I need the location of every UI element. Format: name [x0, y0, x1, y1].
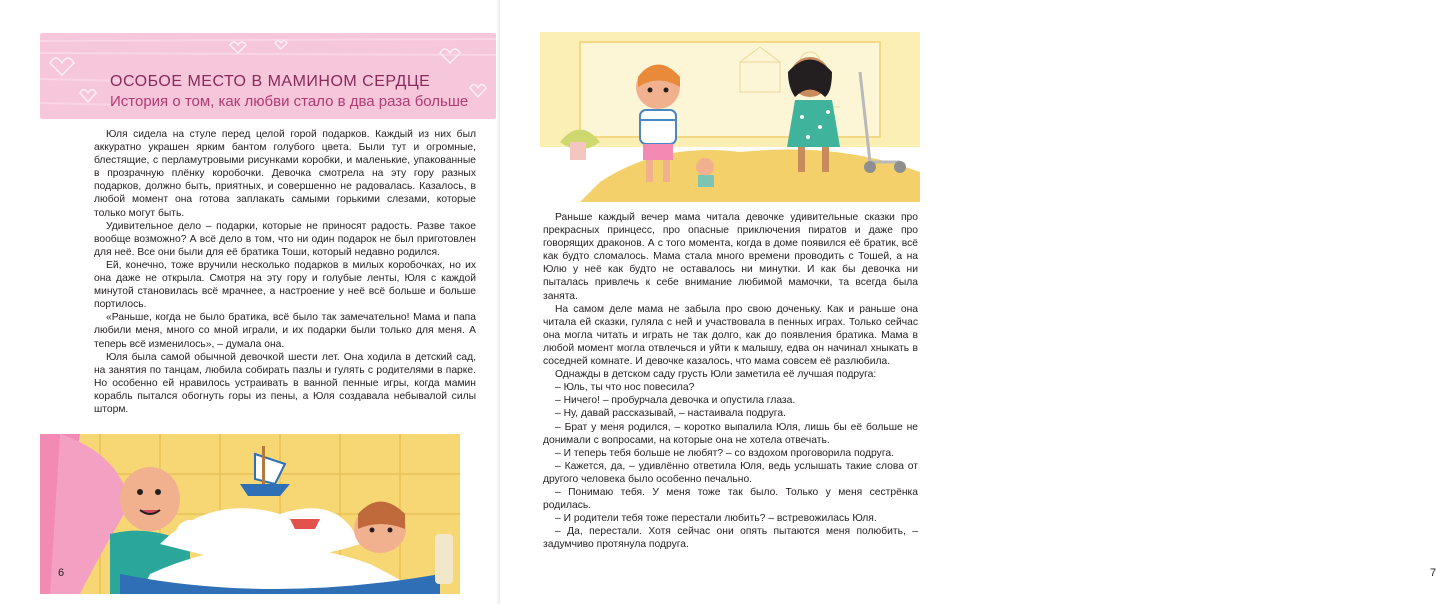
dialogue-line: – И родители тебя тоже перестали любить? – встревожилась Юля. [555, 513, 877, 525]
left-page [0, 0, 500, 604]
dialogue-line: – Да, перестали. Хотя сейчас они опять пытаются меня полюбить, – задумчиво протянула подруга. [543, 526, 918, 551]
story-subtitle: История о том, как любви стало в два раза больше [110, 93, 469, 110]
paragraph: Юля была самой обычной девочкой шести лет. Она ходила в детский сад, на занятия по танцам, любила собирать пазлы и гулять с родителями в парке. Но особенно ей нравилось устраивать в ванной пенные игры, когда мамин корабль пытался обогнуть горы из пены, а Юля создавала небывалой силы шторм. [94, 351, 476, 415]
paragraph: На самом деле мама не забыла про свою доченьку. Как и раньше она читала ей сказки, гуляла с ней и участвовала в пенных играх. Только сейчас она могла читать и играть не так долго, как до появления братика. Мама в любой момент могла отвлечься и уйти к малышу, едва он начинал хныкать в соседней комнате. И девочке казалось, что мама совсем её разлюбила. [543, 303, 918, 368]
dialogue-line: – Юль, ты что нос повесила? [555, 382, 695, 394]
dialogue-line: – Ничего! – пробурчала девочка и опустила глаза. [555, 395, 796, 407]
kids-illustration [540, 32, 920, 202]
paragraph: «Раньше, когда не было братика, всё было так замечательно! Мама и папа любили меня, много со мной играли, и их подарки были только для меня. А теперь всё изменилось», – думала она. [94, 312, 476, 350]
page-number: 7 [1430, 567, 1436, 579]
paragraph: Однажды в детском саду грусть Юли заметила её лучшая подруга: [555, 369, 877, 381]
dialogue-line: – И теперь тебя больше не любят? – со вздохом проговорила подруга. [555, 447, 894, 459]
paragraph: Ей, конечно, тоже вручили несколько подарков в милых коробочках, но их она даже не открыла. Смотря на эту гору и голубые ленты, Юля с каждой минутой становилась всё мрачнее, а настроение у неё всё больше и больше портилось. [94, 259, 476, 311]
dialogue-line: – Кажется, да, – удивлённо ответила Юля, ведь услышать такие слова от другого человека было особенно печально. [543, 460, 918, 485]
dialogue-line: – Брат у меня родился, – коротко выпалила Юля, лишь бы её больше не донимали с вопросами, на которые она не хотела отвечать. [543, 421, 918, 446]
right-page-text [543, 211, 918, 551]
dialogue-line: – Ну, давай рассказывай, – настаивала подруга. [555, 408, 786, 420]
page-number: 6 [58, 567, 65, 579]
paragraph: Юля сидела на стуле перед целой горой подарков. Каждый из них был аккуратно украшен ярким бантом голубого цвета. Были тут и огромные, блестящие, с перламутровыми рисунками коробки, и маленькие, упакованные в прозрачную плёнку коробочки. Девочка смотрела на эту гору разных подарков, должно быть, приятных, и совершенно не радовалась. Казалось, в любой момент она готова заплакать самыми горькими слезами, которые только могут быть. [94, 129, 476, 219]
bath-illustration [40, 434, 460, 594]
story-title: ОСОБОЕ МЕСТО В МАМИНОМ СЕРДЦЕ [110, 73, 431, 90]
paragraph: Удивительное дело – подарки, которые не приносят радость. Разве такое вообще возможно? А всё дело в том, что ни один подарок не был приготовлен для неё. Все они были для её братика Тоши, который недавно родился. [94, 220, 476, 258]
dialogue-line: – Понимаю тебя. У меня тоже так было. Только у меня сестрёнка родилась. [543, 486, 918, 512]
paragraph: Раньше каждый вечер мама читала девочке удивительные сказки про прекрасных принцесс, про опасные приключения пиратов и даже про говорящих драконов. А с того момента, когда в доме появился её братик, всё как будто сломалось. Мама стала много времени проводить с Тошей, а на Юлю у неё как будто не оставалось ни минутки. И как бы девочка ни пыталась привлечь к себе внимание любимой мамочки, та всегда была занята. [543, 212, 918, 302]
left-page-text [94, 128, 476, 416]
